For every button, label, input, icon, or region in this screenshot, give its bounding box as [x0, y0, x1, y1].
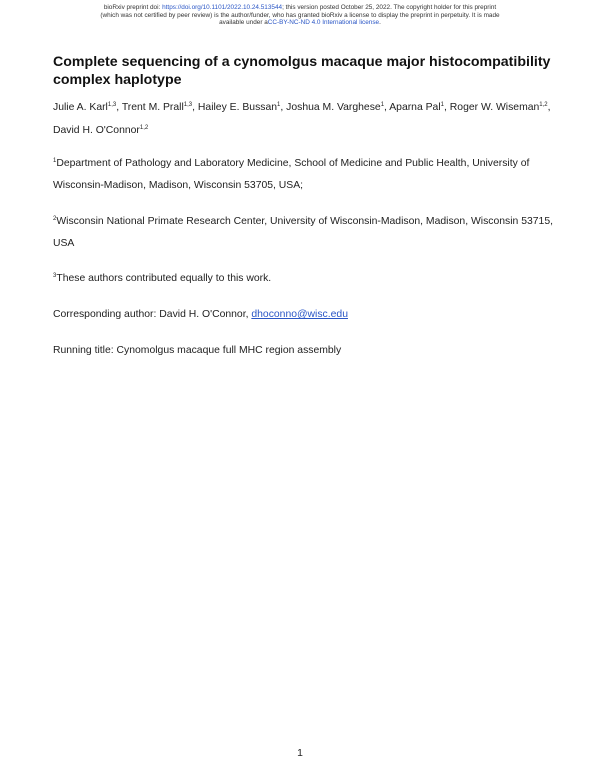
corresponding-author	[53, 304, 553, 326]
page-number: 1	[297, 748, 303, 759]
notice-prefix: bioRxiv preprint doi:	[103, 4, 163, 11]
author-affiliation-mark: 1,3	[183, 102, 193, 108]
affiliation-mark: 1	[53, 158, 57, 164]
notice-line-2: (which was not certified by peer review) is the author/funder, who has granted bioRxiv a license to display the preprint in perpetuity. It is made	[100, 11, 500, 19]
author-name: Hailey E. Bussan	[197, 102, 278, 113]
preprint-notice	[0, 4, 600, 27]
notice-line-3	[0, 19, 600, 27]
license-prefix: available under a	[219, 19, 268, 27]
license-suffix: .	[379, 19, 381, 27]
notice-line-1	[0, 4, 600, 12]
author-list: Julie A. Karl$^{1,3}$, Trent M. Prall$^{1,3}$, Hailey E. Bussan$^1$, Joshua M. Varghese$^1$, Aparna Pal$^1$, Roger W. Wiseman$^{1,2}$, David H. O'Connor$^{1,2}$	[53, 102, 551, 136]
author-affiliation-mark: 1,2	[539, 102, 548, 108]
author-affiliation-mark: 1,3	[107, 102, 117, 108]
author-affiliation-mark: 1	[380, 102, 385, 108]
author-affiliation-mark: 1	[277, 102, 281, 108]
affiliation-mark: 2	[53, 216, 57, 222]
affiliation-text: These authors contributed equally to this work.	[56, 273, 272, 284]
corresponding-label: Corresponding author: David H. O'Connor,	[53, 309, 252, 320]
author-name: Aparna Pal	[389, 102, 441, 113]
affiliation-mark: 3	[53, 273, 57, 279]
affiliation-text: Wisconsin National Primate Research Center, University of Wisconsin-Madison, Madison, Wisconsin 53715, USA	[53, 216, 553, 249]
affiliation-text: Department of Pathology and Laboratory Medicine, School of Medicine and Public Health, University of Wisconsin-Madison, Madison, Wisconsin 53705, USA;	[53, 158, 530, 191]
affiliation-2	[53, 211, 553, 255]
running-title: Running title: Cynomolgus macaque full MHC region assembly	[53, 345, 342, 356]
doi-link[interactable]: https://doi.org/10.1101/2022.10.24.513544	[162, 4, 283, 11]
author-name: Trent M. Prall	[121, 102, 184, 113]
author-name: Roger W. Wiseman	[449, 102, 540, 113]
license-link[interactable]: CC-BY-NC-ND 4.0 International license	[267, 19, 380, 27]
author-affiliation-mark: 1	[440, 102, 444, 108]
notice-suffix: ; this version posted October 25, 2022. The copyright holder for this preprint	[282, 4, 497, 11]
author-name: Julie A. Karl	[53, 102, 108, 113]
affiliation-1	[53, 153, 553, 197]
corresponding-email-link[interactable]: dhoconno@wisc.edu	[251, 309, 348, 320]
affiliation-3	[53, 268, 553, 290]
author-name: Joshua M. Varghese	[286, 102, 381, 113]
paper-title: Complete sequencing of a cynomolgus macaque major histocompatibility complex haplotype	[53, 54, 551, 88]
author-affiliation-mark: 1,2	[139, 125, 149, 131]
author-name: David H. O'Connor	[53, 125, 140, 136]
